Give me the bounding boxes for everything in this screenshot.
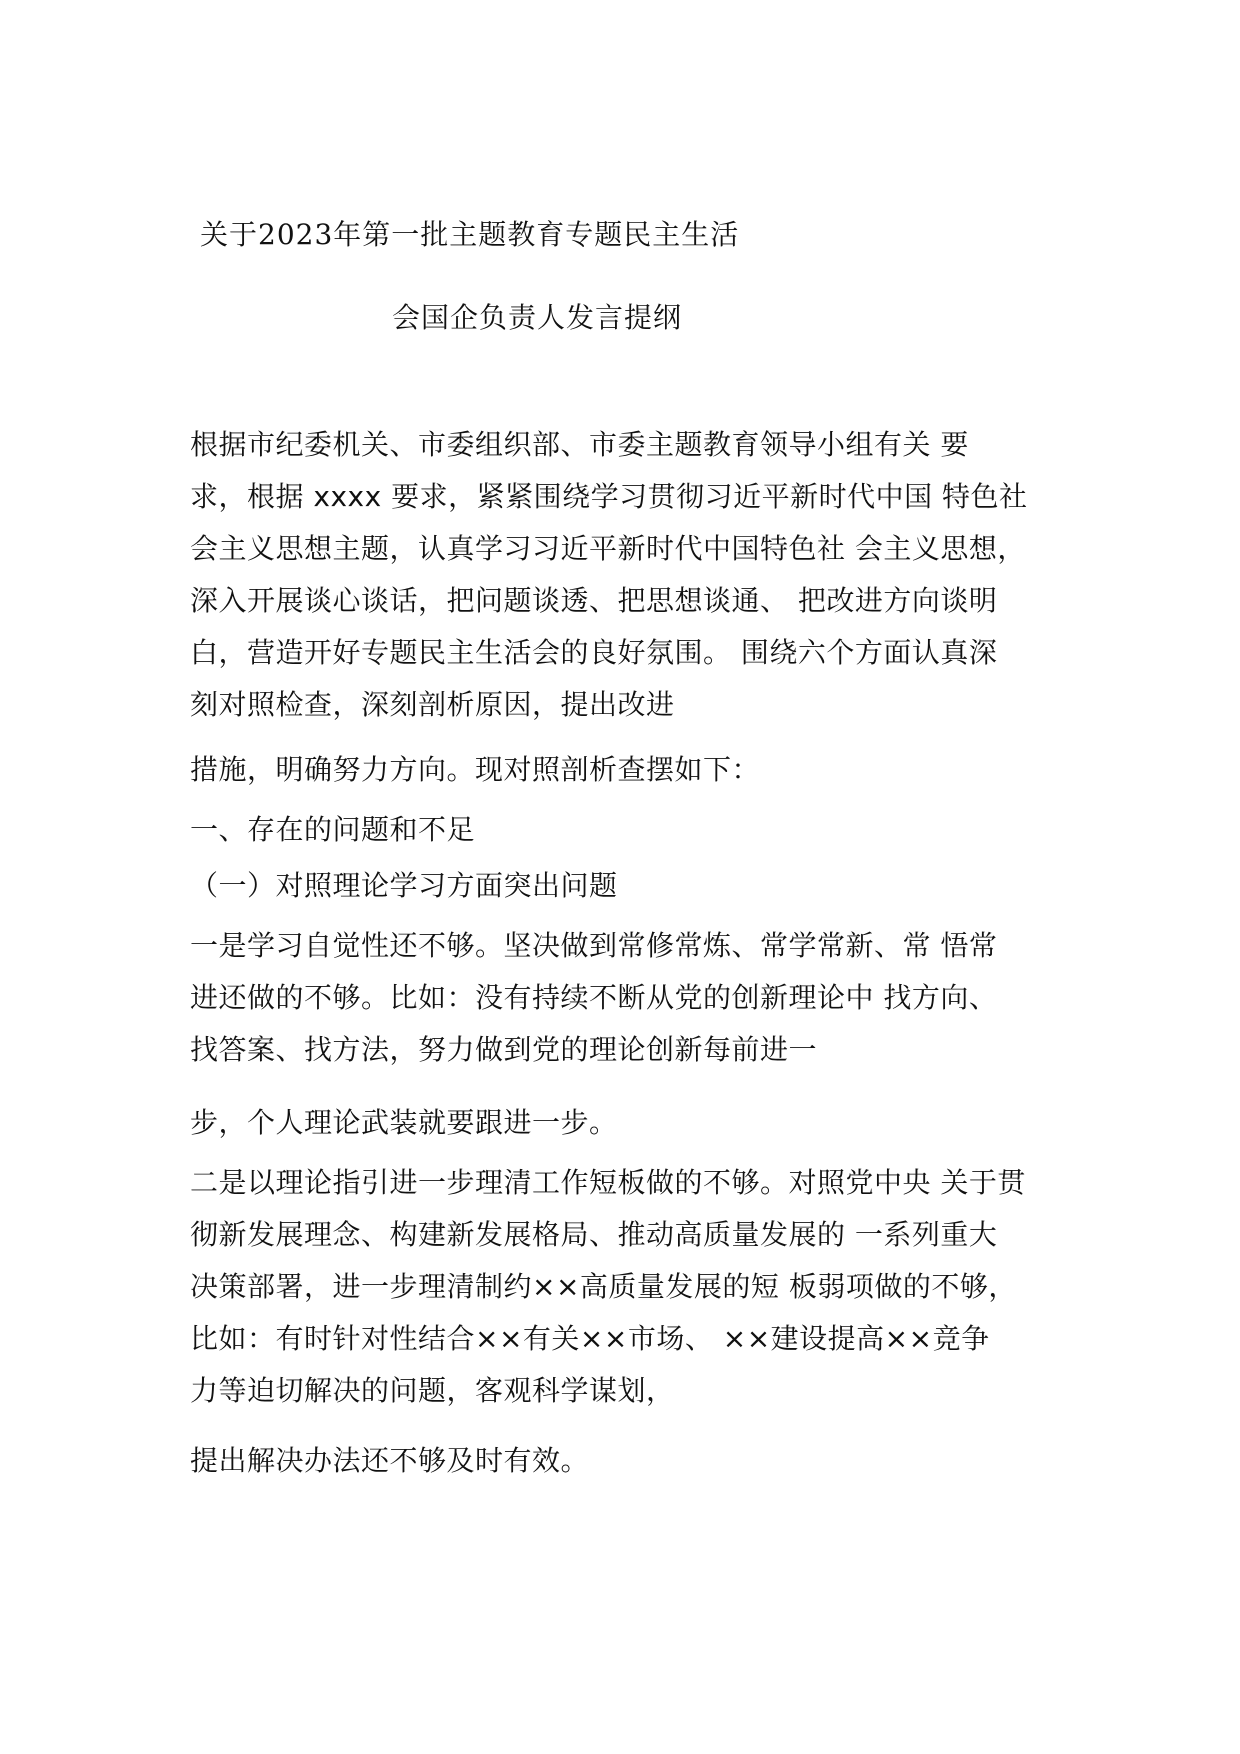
body-line: 力等迫切解决的问题，客观科学谋划， xyxy=(190,1374,675,1407)
body-line: 比如：有时针对性结合××有关××市场、 ××建设提高××竞争 xyxy=(190,1322,990,1355)
section-heading: 一、存在的问题和不足 xyxy=(190,813,476,846)
body-line: 找答案、找方法，努力做到党的理论创新每前进一 xyxy=(190,1033,818,1066)
subsection-heading: （一）对照理论学习方面突出问题 xyxy=(190,869,618,902)
body-line: 进还做的不够。比如：没有持续不断从党的创新理论中 找方向、 xyxy=(190,981,998,1014)
body-line: 决策部署，进一步理清制约××高质量发展的短 板弱项做的不够， xyxy=(190,1270,1017,1303)
body-line: 根据市纪委机关、市委组织部、市委主题教育领导小组有关 要 xyxy=(190,428,969,461)
body-line: 深入开展谈心谈话，把问题谈透、把思想谈通、 把改进方向谈明 xyxy=(190,584,998,617)
document-title-line-2: 会国企负责人发言提纲 xyxy=(392,301,683,334)
body-line: 白，营造开好专题民主生活会的良好氛围。 围绕六个方面认真深 xyxy=(190,636,998,669)
body-line: 步，个人理论武装就要跟进一步。 xyxy=(190,1106,618,1139)
body-line: 一是学习自觉性还不够。坚决做到常修常炼、常学常新、常 悟常 xyxy=(190,929,998,962)
body-line: 求，根据 xxxx 要求，紧紧围绕学习贯彻习近平新时代中国 特色社 xyxy=(190,480,1028,513)
body-line: 措施，明确努力方向。现对照剖析查摆如下： xyxy=(190,753,761,786)
body-line: 提出解决办法还不够及时有效。 xyxy=(190,1444,590,1477)
body-line: 二是以理论指引进一步理清工作短板做的不够。对照党中央 关于贯 xyxy=(190,1166,1026,1199)
body-line: 彻新发展理念、构建新发展格局、推动高质量发展的 一系列重大 xyxy=(190,1218,998,1251)
document-title-line-1: 关于2023年第一批主题教育专题民主生活 xyxy=(200,218,740,251)
body-line: 刻对照检查，深刻剖析原因，提出改进 xyxy=(190,688,675,721)
body-line: 会主义思想主题，认真学习习近平新时代中国特色社 会主义思想， xyxy=(190,532,1026,565)
